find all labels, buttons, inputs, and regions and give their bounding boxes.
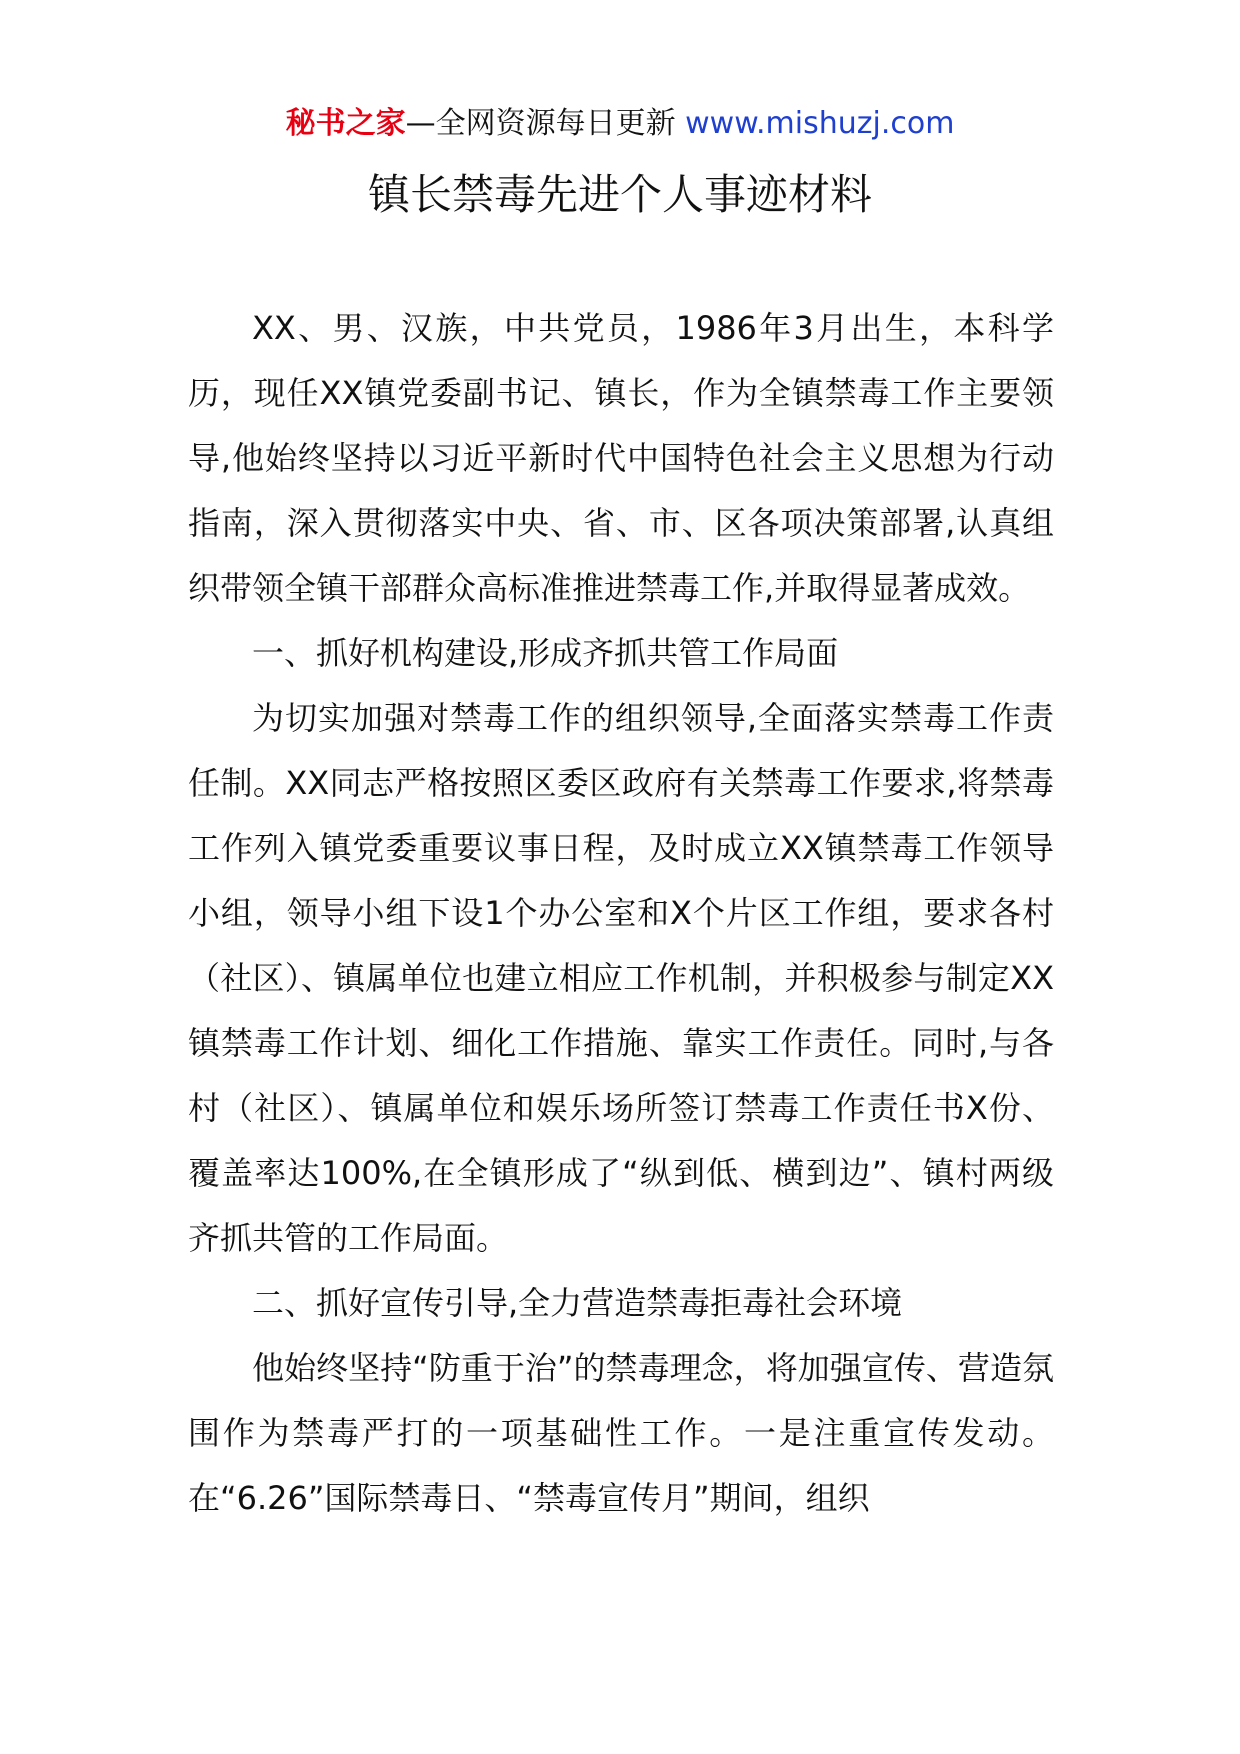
site-url[interactable]: www.mishuzj.com bbox=[685, 106, 955, 141]
document-body bbox=[188, 296, 1054, 1531]
section-2-paragraph: 他始终坚持“防重于治”的禁毒理念，将加强宣传、营造氛围作为禁毒严打的一项基础性工作。一是注重宣传发动。在“6.26”国际禁毒日、“禁毒宣传月”期间，组织 bbox=[188, 1349, 1054, 1517]
intro-paragraph: XX、男、汉族，中共党员，1986年3月出生，本科学历，现任XX镇党委副书记、镇长，作为全镇禁毒工作主要领导,他始终坚持以习近平新时代中国特色社会主义思想为行动指南，深入贯彻落实中央、省、市、区各项决策部署,认真组织带领全镇干部群众高标准推进禁毒工作,并取得显著成效。 bbox=[188, 309, 1054, 607]
section-heading-1: 一、抓好机构建设,形成齐抓共管工作局面 bbox=[252, 634, 839, 672]
site-brand: 秘书之家 bbox=[285, 106, 406, 141]
section-heading-2: 二、抓好宣传引导,全力营造禁毒拒毒社会环境 bbox=[252, 1284, 903, 1322]
site-header bbox=[0, 104, 1240, 144]
document-title: 镇长禁毒先进个人事迹材料 bbox=[367, 170, 872, 219]
site-tagline: —全网资源每日更新 bbox=[405, 106, 686, 141]
section-1-paragraph: 为切实加强对禁毒工作的组织领导,全面落实禁毒工作责任制。XX同志严格按照区委区政府有关禁毒工作要求,将禁毒工作列入镇党委重要议事日程，及时成立XX镇禁毒工作领导小组，领导小组下设1个办公室和X个片区工作组，要求各村（社区）、镇属单位也建立相应工作机制，并积极参与制定XX镇禁毒工作计划、细化工作措施、靠实工作责任。同时,与各村（社区）、镇属单位和娱乐场所签订禁毒工作责任书X份、覆盖率达100%,在全镇形成了“纵到低、横到边”、镇村两级齐抓共管的工作局面。 bbox=[188, 699, 1054, 1257]
